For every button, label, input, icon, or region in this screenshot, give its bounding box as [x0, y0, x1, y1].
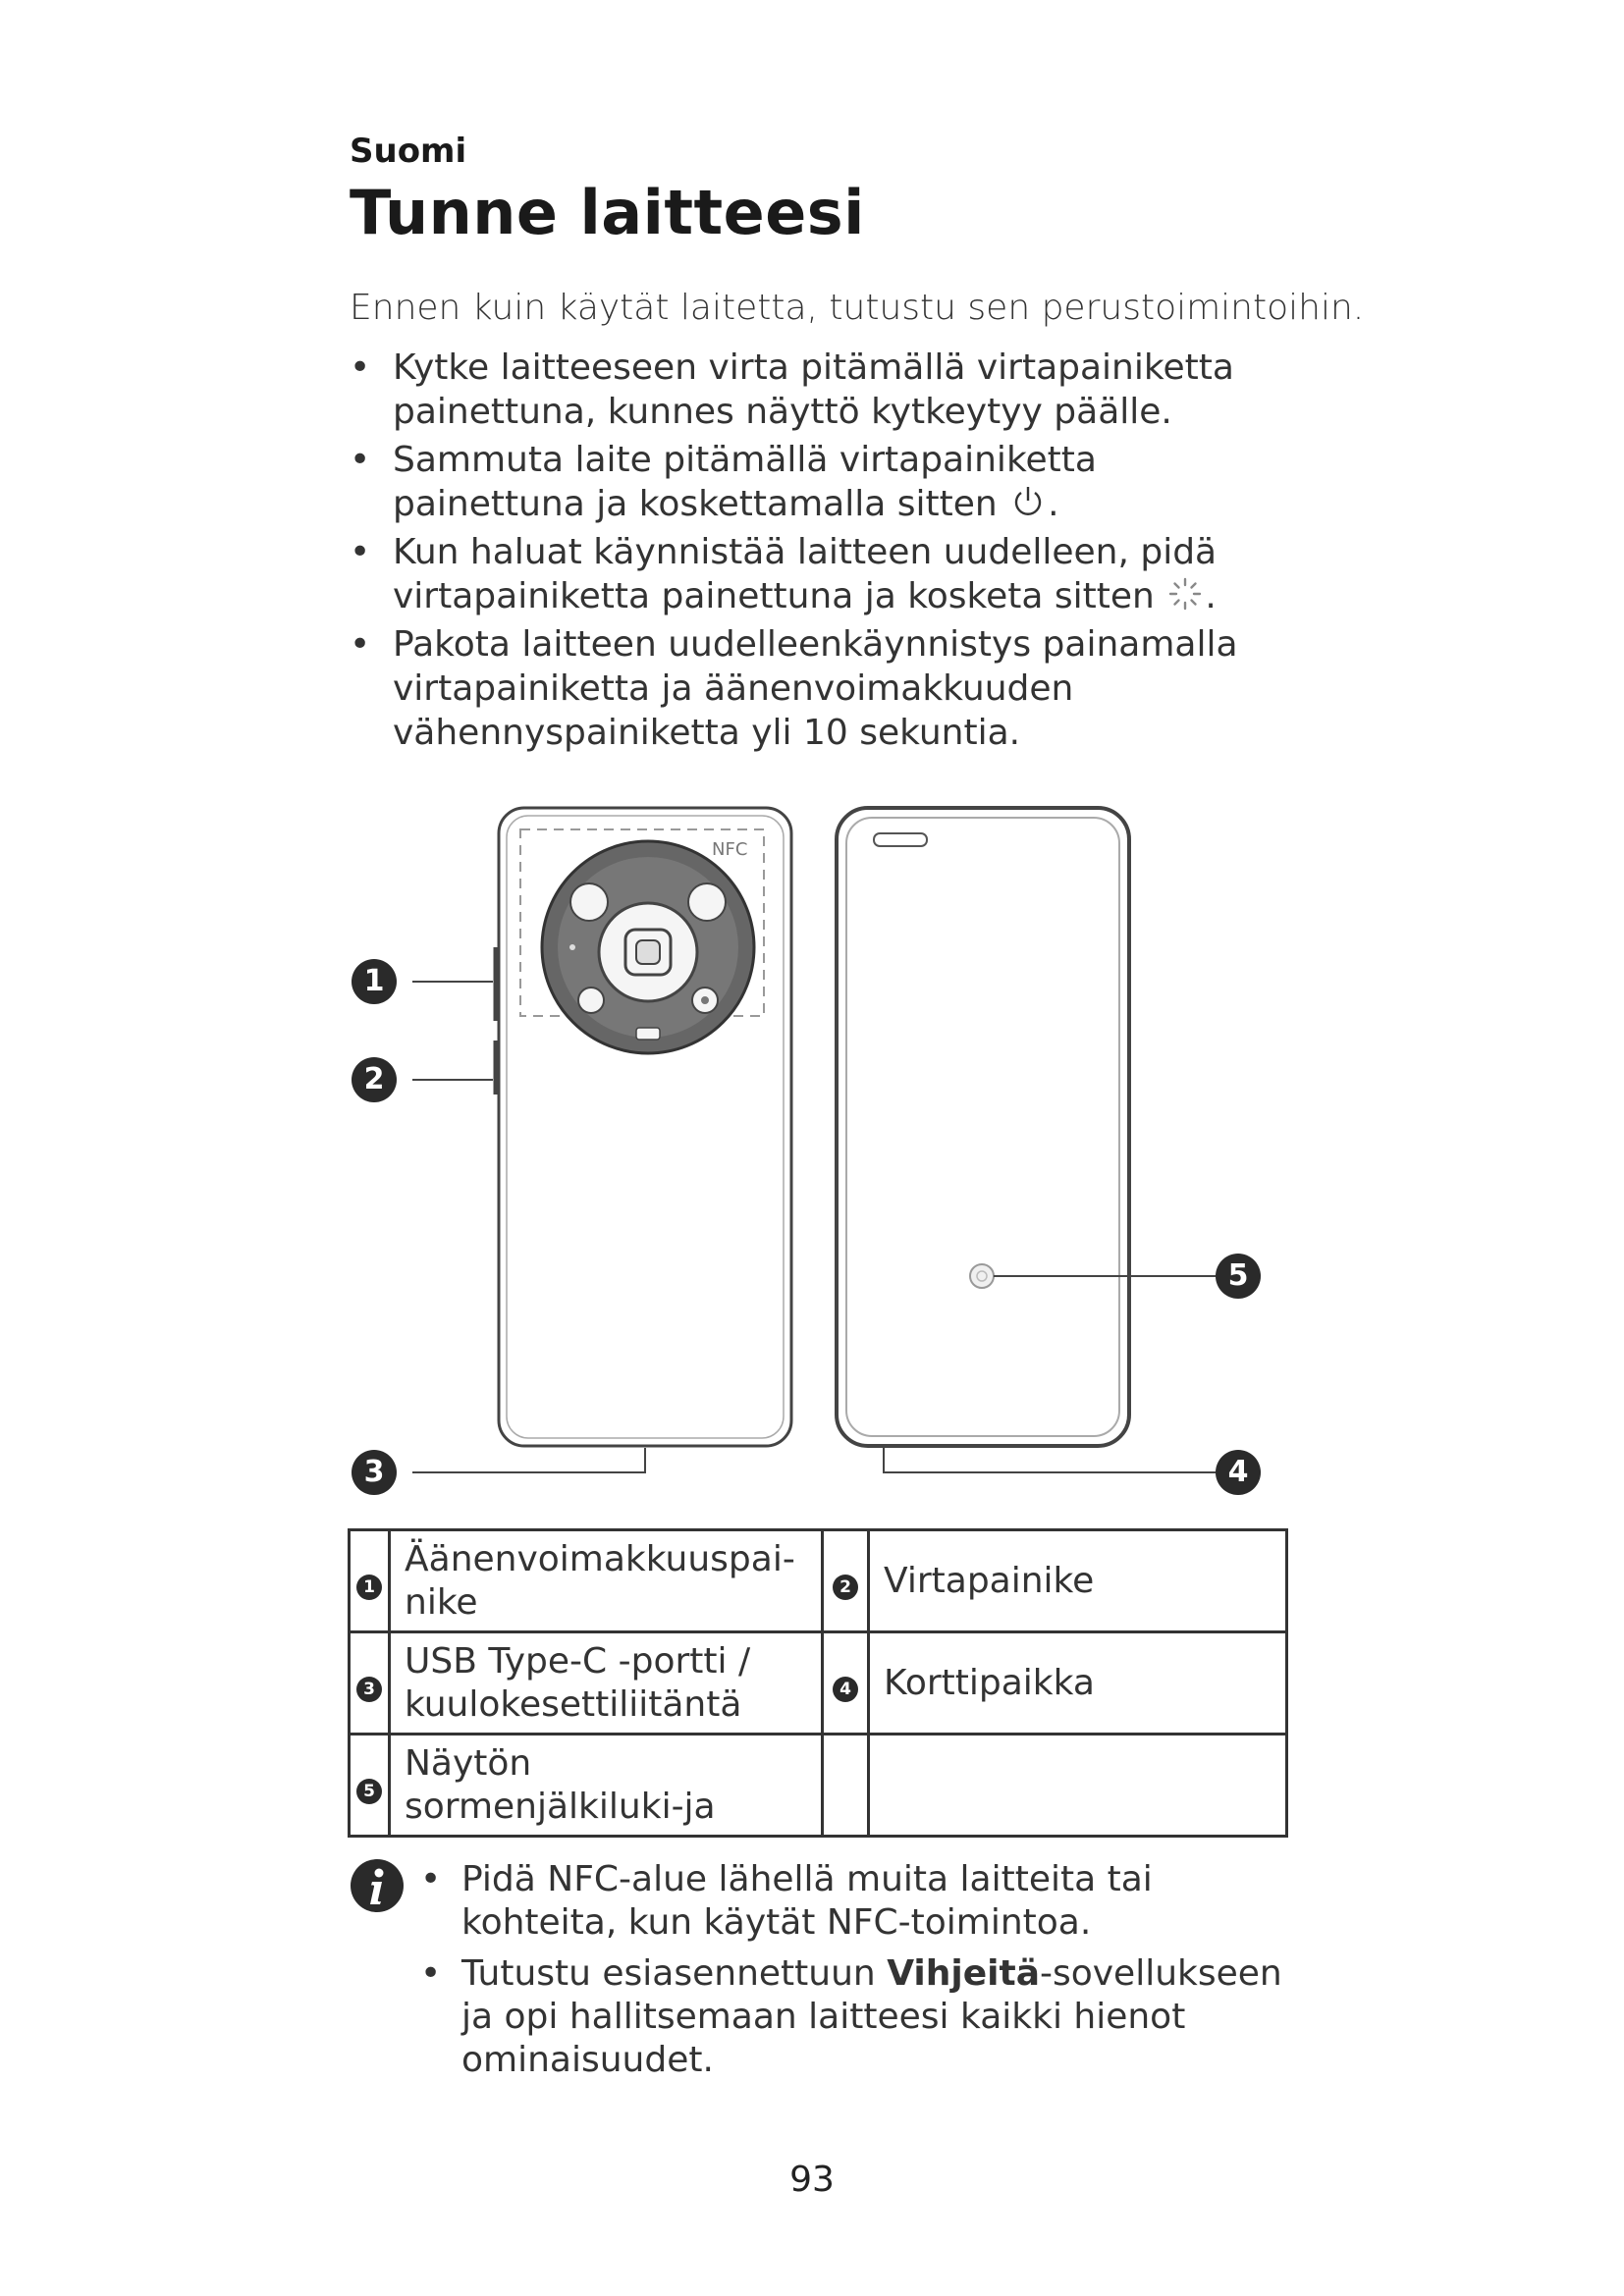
bullet-text: Sammuta laite pitämällä virtapainiketta painettuna ja koskettamalla sitten — [393, 440, 1097, 524]
instruction-list — [350, 346, 1292, 759]
intro-text: Ennen kuin käytät laitetta, tutustu sen perustoimintoihin. — [350, 288, 1365, 328]
callout-badge-4: 4 — [1216, 1450, 1261, 1495]
table-cell-number — [823, 1632, 869, 1735]
tips-app-name: Vihjeitä — [887, 1953, 1040, 1994]
number-badge: 5 — [356, 1779, 382, 1804]
bullet-dot: • — [350, 532, 371, 572]
list-item — [350, 438, 1292, 526]
flash — [636, 1028, 660, 1040]
bullet-text: Kytke laitteeseen virta pitämällä virtapainiketta painettuna, kunnes näyttö kytkeytyy päälle. — [393, 347, 1234, 432]
callout-badge-2: 2 — [352, 1057, 397, 1102]
phone-screen — [846, 818, 1119, 1436]
number-badge: 3 — [356, 1677, 382, 1702]
table-cell-label — [869, 1735, 1287, 1837]
table-cell-label: Korttipaikka — [869, 1632, 1287, 1735]
front-camera — [874, 833, 927, 846]
nfc-label: NFC — [712, 839, 748, 860]
device-illustration — [334, 800, 1296, 1507]
bullet-dot: • — [350, 624, 371, 665]
table-cell-label: Virtapainike — [869, 1530, 1287, 1632]
info-icon — [350, 1858, 405, 1913]
callout-badge-1: 1 — [352, 959, 397, 1004]
bullet-suffix: . — [1048, 484, 1059, 524]
page-title: Tunne laitteesi — [350, 177, 865, 248]
table-cell-number — [350, 1632, 390, 1735]
camera-lens — [688, 883, 726, 921]
camera-lens — [570, 883, 608, 921]
info-notes — [420, 1858, 1284, 2090]
note-text-after: -sovellukseen ja opi hallitsemaan laitteesi kaikki hienot ominaisuudet. — [461, 1953, 1282, 2080]
phone-front-outline — [837, 808, 1129, 1446]
callout-badge-3: 3 — [352, 1450, 397, 1495]
number-badge: 2 — [833, 1575, 858, 1600]
language-label: Suomi — [350, 132, 467, 171]
table-cell-number — [823, 1530, 869, 1632]
table-cell-label: USB Type-C -portti / kuulokesettiliitäntä — [390, 1632, 823, 1735]
bullet-dot: • — [350, 440, 371, 480]
table-cell-label: Näytön sormenjälkiluki-ja — [390, 1735, 823, 1837]
bullet-text: Kun haluat käynnistää laitteen uudelleen, pidä virtapainiketta painettuna ja kosketa sitten — [393, 532, 1218, 616]
camera-lens — [578, 988, 604, 1013]
fingerprint-sensor — [970, 1264, 994, 1288]
table-row — [350, 1735, 1287, 1837]
list-item — [350, 530, 1292, 618]
phone-diagram — [334, 800, 1296, 1507]
bullet-dot: • — [420, 1953, 442, 1994]
callout-badge-5: 5 — [1216, 1254, 1261, 1299]
parts-table — [348, 1528, 1288, 1838]
power-icon — [1008, 482, 1048, 521]
number-badge: 4 — [833, 1677, 858, 1702]
list-item — [350, 346, 1292, 434]
list-item — [420, 1858, 1284, 1945]
table-cell-number — [823, 1735, 869, 1837]
table-cell-label: Äänenvoimakkuuspai-nike — [390, 1530, 823, 1632]
number-badge: 1 — [356, 1575, 382, 1600]
bullet-suffix: . — [1205, 576, 1217, 616]
list-item — [420, 1952, 1284, 2082]
bullet-text: Pakota laitteen uudelleenkäynnistys painamalla virtapainiketta ja äänenvoimakkuuden vähennyspainiketta yli 10 sekuntia. — [393, 624, 1238, 753]
table-row — [350, 1632, 1287, 1735]
table-row — [350, 1530, 1287, 1632]
table-cell-number — [350, 1735, 390, 1837]
note-text: Pidä NFC-alue lähellä muita laitteita tai kohteita, kun käytät NFC-toimintoa. — [461, 1859, 1153, 1943]
note-text-before: Tutustu esiasennettuun — [461, 1953, 888, 1994]
restart-icon — [1165, 574, 1205, 614]
bullet-dot: • — [350, 347, 371, 388]
table-cell-number — [350, 1530, 390, 1632]
list-item — [350, 622, 1292, 755]
page-number: 93 — [789, 2160, 835, 2200]
bullet-dot: • — [420, 1859, 442, 1899]
